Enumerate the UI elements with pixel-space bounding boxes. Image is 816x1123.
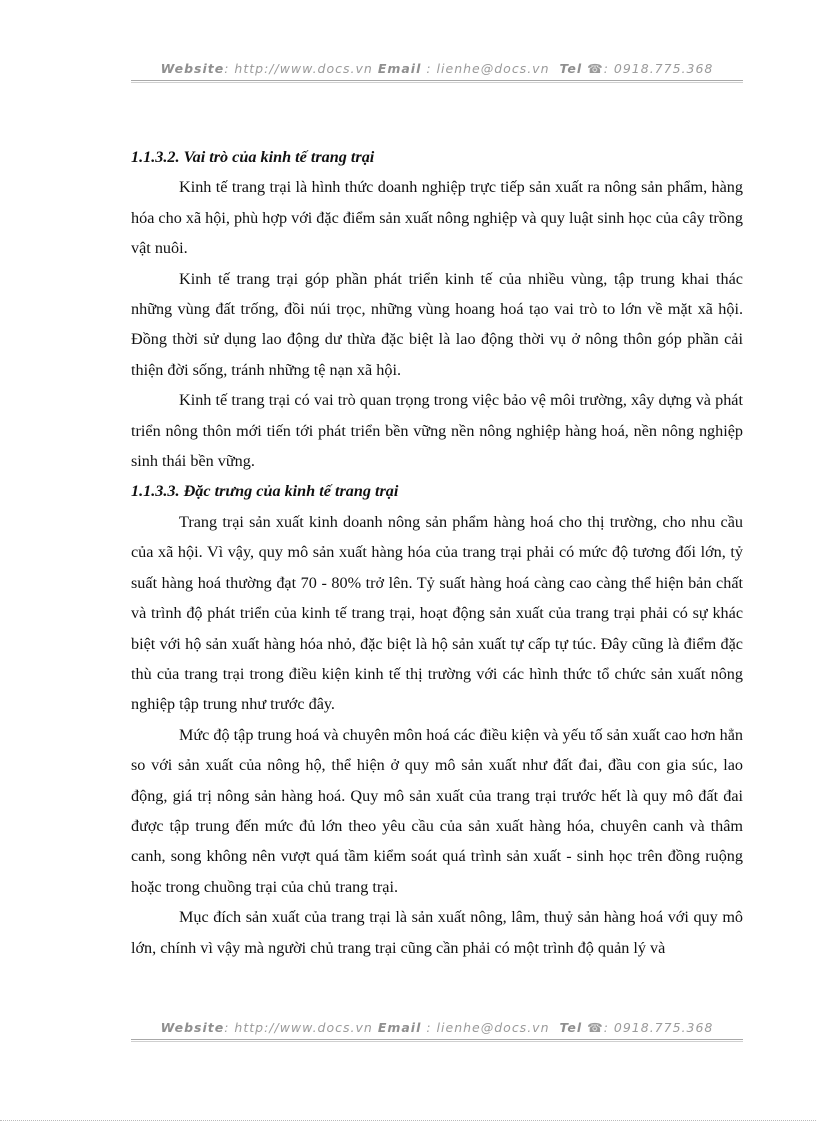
header-email-value: : lienhe@docs.vn bbox=[426, 61, 550, 76]
paragraph: Kinh tế trang trại có vai trò quan trọng trong việc bảo vệ môi trường, xây dựng và phát triển nông thôn mới tiến tới phát triển bền vững nền nông nghiệp hàng hoá, nền nông nghiệp sinh thái bền vững. bbox=[131, 391, 743, 471]
header-tel-value: ☎: 0918.775.368 bbox=[587, 61, 714, 76]
footer-email-label: Email bbox=[377, 1020, 422, 1035]
section-heading-dac-trung: 1.1.3.3. Đặc trưng của kinh tế trang trại bbox=[131, 482, 399, 501]
section-heading-vai-tro: 1.1.3.2. Vai trò của kinh tế trang trại bbox=[131, 148, 375, 166]
paragraph: Mức độ tập trung hoá và chuyên môn hoá các điều kiện và yếu tố sản xuất cao hơn hẳn so với sản xuất của nông hộ, thể hiện ở quy mô sản xuất như đất đai, đầu con gia súc, lao động, giá trị nông sản hàng hoá. Quy mô sản xuất của trang trại trước hết là quy mô đất đai được tập trung đến mức đủ lớn theo yêu cầu của sản xuất hàng hóa, chuyên canh và thâm canh, song không nên vượt quá tầm kiểm soát quá trình sản xuất - sinh học trên đồng ruộng hoặc trong chuồng trại của chủ trang trại. bbox=[131, 725, 743, 896]
page-footer bbox=[131, 1020, 743, 1035]
paragraph: Kinh tế trang trại góp phần phát triển kinh tế của nhiều vùng, tập trung khai thác những vùng đất trống, đồi núi trọc, những vùng hoang hoá tạo vai trò to lớn về mặt xã hội. Đồng thời sử dụng lao động dư thừa đặc biệt là lao động thời vụ ở nông thôn góp phần cải thiện đời sống, tránh những tệ nạn xã hội. bbox=[131, 269, 743, 379]
footer-tel-label: Tel bbox=[559, 1020, 583, 1035]
footer-tel-value: ☎: 0918.775.368 bbox=[587, 1020, 714, 1035]
header-website-value: : http://www.docs.vn bbox=[224, 61, 373, 76]
page-header bbox=[131, 61, 743, 76]
paragraph: Trang trại sản xuất kinh doanh nông sản phẩm hàng hoá cho thị trường, cho nhu cầu của xã hội. Vì vậy, quy mô sản xuất hàng hóa của trang trại phải có mức độ tương đối lớn, tỷ suất hàng hoá thường đạt 70 - 80% trở lên. Tỷ suất hàng hoá càng cao càng thể hiện bản chất và trình độ phát triển của kinh tế trang trại, hoạt động sản xuất của trang trại phải có sự khác biệt với hộ sản xuất hàng hóa nhỏ, đặc biệt là hộ sản xuất tự cấp tự túc. Đây cũng là điểm đặc thù của trang trại trong điều kiện kinh tế thị trường với các hình thức tổ chức sản xuất nông nghiệp tập trung như trước đây. bbox=[131, 512, 743, 714]
header-website-label: Website bbox=[160, 61, 225, 76]
header-tel-label: Tel bbox=[559, 61, 583, 76]
footer-website-label: Website bbox=[160, 1020, 225, 1035]
footer-website-value: : http://www.docs.vn bbox=[224, 1020, 373, 1035]
paragraph: Mục đích sản xuất của trang trại là sản xuất nông, lâm, thuỷ sản hàng hoá với quy mô lớn, chính vì vậy mà người chủ trang trại cũng cần phải có một trình độ quản lý và bbox=[131, 908, 743, 957]
page-edge-dotted-line bbox=[0, 1120, 816, 1121]
header-email-label: Email bbox=[377, 61, 422, 76]
footer-email-value: : lienhe@docs.vn bbox=[426, 1020, 550, 1035]
paragraph: Kinh tế trang trại là hình thức doanh nghiệp trực tiếp sản xuất ra nông sản phẩm, hàng hóa cho xã hội, phù hợp với đặc điểm sản xuất nông nghiệp và quy luật sinh học của cây trồng vật nuôi. bbox=[131, 178, 743, 258]
document-body bbox=[131, 142, 743, 963]
footer-rule bbox=[131, 1039, 743, 1042]
header-rule bbox=[131, 80, 743, 83]
